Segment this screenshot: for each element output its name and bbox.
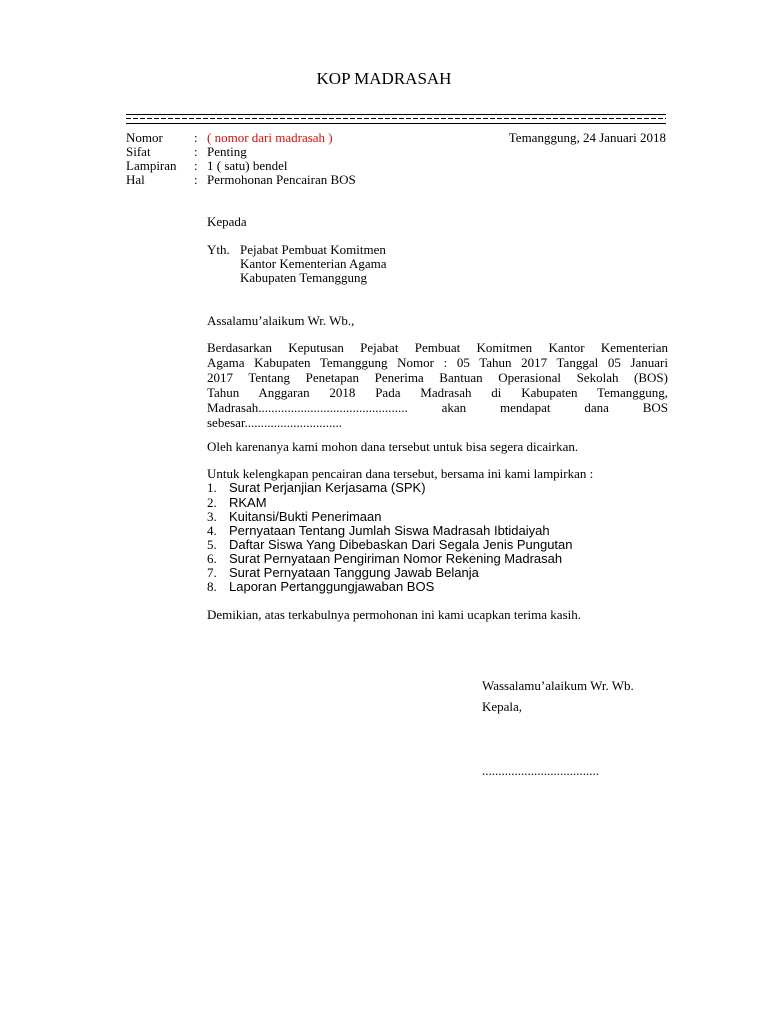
attachment-item: Surat Pernyataan Tanggung Jawab Belanja bbox=[229, 565, 479, 580]
meta-label-hal: Hal bbox=[126, 172, 145, 187]
letterhead-title: KOP MADRASAH bbox=[316, 69, 452, 88]
signature-salam: Wassalamu’alaikum Wr. Wb. bbox=[482, 678, 634, 693]
paragraph-line: Berdasarkan Keputusan Pejabat Pembuat Komitmen Kantor Kementerian bbox=[207, 340, 668, 355]
meta-label-nomor: Nomor bbox=[126, 130, 163, 145]
attachment-number: 3. bbox=[207, 509, 217, 524]
recipient-line: Pejabat Pembuat Komitmen bbox=[240, 242, 386, 257]
attachment-item: Surat Pernyataan Pengiriman Nomor Rekening Madrasah bbox=[229, 551, 563, 566]
recipient-line: Kantor Kementerian Agama bbox=[240, 256, 387, 271]
paragraph-line: Agama Kabupaten Temanggung Nomor : 05 Tahun 2017 Tanggal 05 Januari bbox=[207, 355, 668, 370]
paragraph-line: 2017 Tentang Penetapan Penerima Bantuan Operasional Sekolah (BOS) bbox=[207, 370, 668, 385]
recipient-kepada: Kepada bbox=[207, 214, 247, 229]
place-date: Temanggung, 24 Januari 2018 bbox=[508, 130, 666, 145]
meta-value-sifat: Penting bbox=[207, 144, 247, 159]
attachments-intro: Untuk kelengkapan pencairan dana tersebut, bersama ini kami lampirkan : bbox=[207, 466, 594, 481]
greeting: Assalamu’alaikum Wr. Wb., bbox=[207, 313, 355, 328]
attachment-number: 8. bbox=[207, 579, 217, 594]
main-paragraph bbox=[207, 340, 668, 430]
meta-value-hal: Permohonan Pencairan BOS bbox=[207, 172, 356, 187]
recipient-yth: Yth. bbox=[207, 242, 230, 257]
attachment-number: 6. bbox=[207, 551, 217, 566]
recipient-line: Kabupaten Temanggung bbox=[240, 270, 368, 285]
attachment-item: Laporan Pertanggungjawaban BOS bbox=[229, 579, 435, 594]
paragraph-line: Madrasah.............................................. akan mendapat dana BOS bbox=[207, 400, 668, 415]
attachment-number: 7. bbox=[207, 565, 217, 580]
closing-text: Demikian, atas terkabulnya permohonan ini kami ucapkan terima kasih. bbox=[207, 607, 581, 622]
attachment-item: RKAM bbox=[229, 495, 267, 510]
attachment-item: Pernyataan Tentang Jumlah Siswa Madrasah Ibtidaiyah bbox=[229, 523, 550, 538]
header-divider bbox=[126, 114, 666, 124]
signature-title: Kepala, bbox=[482, 699, 523, 714]
signature-name-line: .................................... bbox=[482, 763, 599, 778]
attachment-number: 5. bbox=[207, 537, 217, 552]
meta-value-nomor: ( nomor dari madrasah ) bbox=[207, 130, 333, 145]
meta-label-lampiran: Lampiran bbox=[126, 158, 177, 173]
paragraph-line: sebesar.............................. bbox=[207, 415, 343, 430]
meta-colon: : bbox=[194, 130, 198, 145]
paragraph-line: Tahun Anggaran 2018 Pada Madrasah di Kabupaten Temanggung, bbox=[207, 385, 668, 400]
attachment-item: Surat Perjanjian Kerjasama (SPK) bbox=[229, 480, 426, 495]
attachment-number: 2. bbox=[207, 495, 217, 510]
meta-colon: : bbox=[194, 158, 198, 173]
attachment-number: 1. bbox=[207, 480, 217, 495]
attachment-item: Daftar Siswa Yang Dibebaskan Dari Segala Jenis Pungutan bbox=[229, 537, 573, 552]
attachment-number: 4. bbox=[207, 523, 217, 538]
meta-label-sifat: Sifat bbox=[126, 144, 151, 159]
meta-value-lampiran: 1 ( satu) bendel bbox=[207, 158, 288, 173]
request-text: Oleh karenanya kami mohon dana tersebut untuk bisa segera dicairkan. bbox=[207, 439, 579, 454]
meta-colon: : bbox=[194, 172, 198, 187]
attachment-item: Kuitansi/Bukti Penerimaan bbox=[229, 509, 382, 524]
meta-colon: : bbox=[194, 144, 198, 159]
